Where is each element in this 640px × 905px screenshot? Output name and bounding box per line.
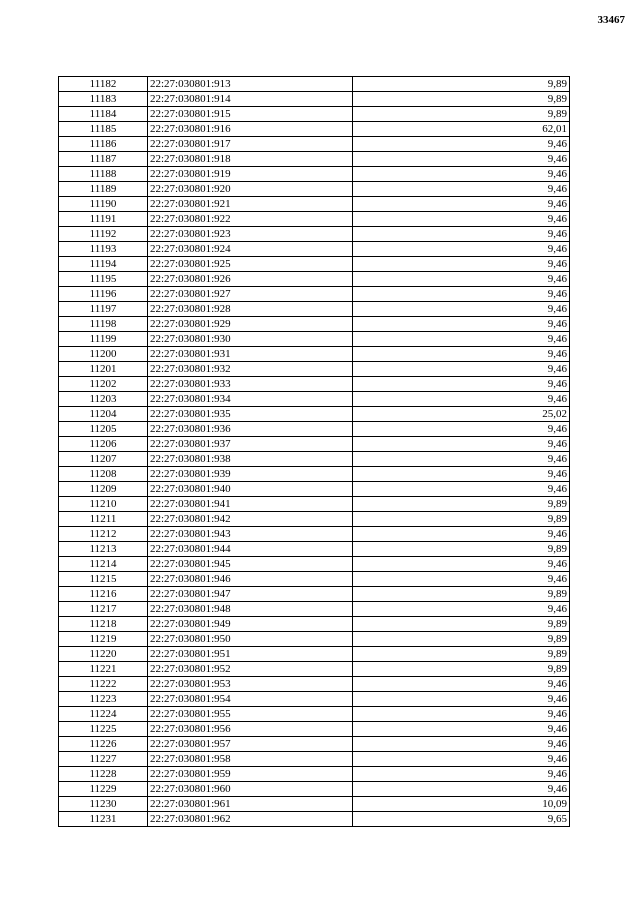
row-number-cell: 11225 (59, 722, 148, 737)
table-row (59, 722, 570, 737)
table-row (59, 737, 570, 752)
table-row (59, 272, 570, 287)
cadastral-number-cell: 22:27:030801:939 (148, 467, 353, 482)
cadastral-number-cell: 22:27:030801:950 (148, 632, 353, 647)
table-row (59, 137, 570, 152)
table-row (59, 452, 570, 467)
cadastral-number-cell: 22:27:030801:933 (148, 377, 353, 392)
area-cell: 9,46 (353, 422, 570, 437)
cadastral-number-cell: 22:27:030801:930 (148, 332, 353, 347)
area-cell: 9,89 (353, 512, 570, 527)
area-cell: 9,65 (353, 812, 570, 827)
cadastral-number-cell: 22:27:030801:941 (148, 497, 353, 512)
area-cell: 9,89 (353, 662, 570, 677)
area-cell: 9,46 (353, 782, 570, 797)
table-row (59, 242, 570, 257)
cadastral-number-cell: 22:27:030801:931 (148, 347, 353, 362)
cadastral-number-cell: 22:27:030801:913 (148, 77, 353, 92)
area-cell: 9,46 (353, 167, 570, 182)
area-cell: 9,46 (353, 242, 570, 257)
cadastral-number-cell: 22:27:030801:917 (148, 137, 353, 152)
area-cell: 9,46 (353, 602, 570, 617)
table-row (59, 302, 570, 317)
row-number-cell: 11218 (59, 617, 148, 632)
area-cell: 9,46 (353, 392, 570, 407)
table-row (59, 347, 570, 362)
row-number-cell: 11208 (59, 467, 148, 482)
cadastral-number-cell: 22:27:030801:938 (148, 452, 353, 467)
table-row (59, 392, 570, 407)
row-number-cell: 11195 (59, 272, 148, 287)
area-cell: 9,46 (353, 257, 570, 272)
table-row (59, 317, 570, 332)
table-row (59, 587, 570, 602)
table-row (59, 527, 570, 542)
table-row (59, 197, 570, 212)
registry-table-body (59, 77, 570, 827)
area-cell: 9,46 (353, 197, 570, 212)
row-number-cell: 11202 (59, 377, 148, 392)
cadastral-number-cell: 22:27:030801:916 (148, 122, 353, 137)
area-cell: 9,46 (353, 317, 570, 332)
area-cell: 62,01 (353, 122, 570, 137)
area-cell: 9,46 (353, 287, 570, 302)
cadastral-number-cell: 22:27:030801:943 (148, 527, 353, 542)
row-number-cell: 11196 (59, 287, 148, 302)
cadastral-number-cell: 22:27:030801:942 (148, 512, 353, 527)
row-number-cell: 11200 (59, 347, 148, 362)
row-number-cell: 11227 (59, 752, 148, 767)
area-cell: 9,46 (353, 152, 570, 167)
row-number-cell: 11184 (59, 107, 148, 122)
registry-table (58, 76, 570, 827)
cadastral-number-cell: 22:27:030801:927 (148, 287, 353, 302)
table-row (59, 287, 570, 302)
cadastral-number-cell: 22:27:030801:936 (148, 422, 353, 437)
cadastral-number-cell: 22:27:030801:937 (148, 437, 353, 452)
area-cell: 9,46 (353, 692, 570, 707)
area-cell: 9,46 (353, 572, 570, 587)
cadastral-number-cell: 22:27:030801:959 (148, 767, 353, 782)
table-row (59, 332, 570, 347)
table-row (59, 797, 570, 812)
cadastral-number-cell: 22:27:030801:929 (148, 317, 353, 332)
area-cell: 9,89 (353, 647, 570, 662)
row-number-cell: 11186 (59, 137, 148, 152)
row-number-cell: 11211 (59, 512, 148, 527)
row-number-cell: 11210 (59, 497, 148, 512)
table-row (59, 632, 570, 647)
row-number-cell: 11198 (59, 317, 148, 332)
area-cell: 9,46 (353, 227, 570, 242)
area-cell: 9,46 (353, 377, 570, 392)
cadastral-number-cell: 22:27:030801:914 (148, 92, 353, 107)
cadastral-number-cell: 22:27:030801:949 (148, 617, 353, 632)
table-row (59, 707, 570, 722)
table-row (59, 227, 570, 242)
row-number-cell: 11223 (59, 692, 148, 707)
row-number-cell: 11215 (59, 572, 148, 587)
area-cell: 9,46 (353, 467, 570, 482)
row-number-cell: 11217 (59, 602, 148, 617)
table-row (59, 692, 570, 707)
cadastral-number-cell: 22:27:030801:934 (148, 392, 353, 407)
table-row (59, 662, 570, 677)
area-cell: 9,46 (353, 362, 570, 377)
row-number-cell: 11197 (59, 302, 148, 317)
table-row (59, 212, 570, 227)
cadastral-number-cell: 22:27:030801:948 (148, 602, 353, 617)
cadastral-number-cell: 22:27:030801:946 (148, 572, 353, 587)
table-row (59, 257, 570, 272)
cadastral-number-cell: 22:27:030801:961 (148, 797, 353, 812)
area-cell: 9,46 (353, 677, 570, 692)
area-cell: 9,46 (353, 707, 570, 722)
row-number-cell: 11220 (59, 647, 148, 662)
row-number-cell: 11224 (59, 707, 148, 722)
area-cell: 9,46 (353, 182, 570, 197)
area-cell: 9,89 (353, 542, 570, 557)
area-cell: 9,89 (353, 497, 570, 512)
table-row (59, 422, 570, 437)
table-row (59, 677, 570, 692)
area-cell: 9,46 (353, 347, 570, 362)
area-cell: 10,09 (353, 797, 570, 812)
table-row (59, 437, 570, 452)
cadastral-number-cell: 22:27:030801:935 (148, 407, 353, 422)
cadastral-number-cell: 22:27:030801:956 (148, 722, 353, 737)
cadastral-number-cell: 22:27:030801:922 (148, 212, 353, 227)
area-cell: 9,89 (353, 92, 570, 107)
cadastral-number-cell: 22:27:030801:932 (148, 362, 353, 377)
cadastral-number-cell: 22:27:030801:915 (148, 107, 353, 122)
area-cell: 9,89 (353, 617, 570, 632)
table-row (59, 512, 570, 527)
row-number-cell: 11219 (59, 632, 148, 647)
cadastral-number-cell: 22:27:030801:962 (148, 812, 353, 827)
area-cell: 25,02 (353, 407, 570, 422)
area-cell: 9,46 (353, 137, 570, 152)
row-number-cell: 11209 (59, 482, 148, 497)
table-row (59, 467, 570, 482)
area-cell: 9,46 (353, 452, 570, 467)
row-number-cell: 11216 (59, 587, 148, 602)
cadastral-number-cell: 22:27:030801:925 (148, 257, 353, 272)
cadastral-number-cell: 22:27:030801:918 (148, 152, 353, 167)
row-number-cell: 11201 (59, 362, 148, 377)
row-number-cell: 11204 (59, 407, 148, 422)
table-row (59, 182, 570, 197)
row-number-cell: 11188 (59, 167, 148, 182)
cadastral-number-cell: 22:27:030801:926 (148, 272, 353, 287)
row-number-cell: 11228 (59, 767, 148, 782)
area-cell: 9,46 (353, 332, 570, 347)
area-cell: 9,89 (353, 107, 570, 122)
row-number-cell: 11182 (59, 77, 148, 92)
table-row (59, 602, 570, 617)
row-number-cell: 11222 (59, 677, 148, 692)
area-cell: 9,46 (353, 527, 570, 542)
table-row (59, 152, 570, 167)
row-number-cell: 11199 (59, 332, 148, 347)
area-cell: 9,46 (353, 737, 570, 752)
row-number-cell: 11191 (59, 212, 148, 227)
cadastral-number-cell: 22:27:030801:952 (148, 662, 353, 677)
row-number-cell: 11193 (59, 242, 148, 257)
row-number-cell: 11192 (59, 227, 148, 242)
cadastral-number-cell: 22:27:030801:928 (148, 302, 353, 317)
row-number-cell: 11206 (59, 437, 148, 452)
area-cell: 9,46 (353, 752, 570, 767)
cadastral-number-cell: 22:27:030801:944 (148, 542, 353, 557)
area-cell: 9,46 (353, 272, 570, 287)
table-row (59, 377, 570, 392)
area-cell: 9,46 (353, 302, 570, 317)
row-number-cell: 11187 (59, 152, 148, 167)
cadastral-number-cell: 22:27:030801:953 (148, 677, 353, 692)
row-number-cell: 11194 (59, 257, 148, 272)
cadastral-number-cell: 22:27:030801:955 (148, 707, 353, 722)
area-cell: 9,46 (353, 767, 570, 782)
table-row (59, 812, 570, 827)
table-row (59, 482, 570, 497)
row-number-cell: 11185 (59, 122, 148, 137)
area-cell: 9,89 (353, 632, 570, 647)
cadastral-number-cell: 22:27:030801:921 (148, 197, 353, 212)
area-cell: 9,46 (353, 212, 570, 227)
page-number: 33467 (597, 14, 625, 26)
table-row (59, 767, 570, 782)
table-row (59, 752, 570, 767)
cadastral-number-cell: 22:27:030801:919 (148, 167, 353, 182)
table-row (59, 407, 570, 422)
table-row (59, 557, 570, 572)
row-number-cell: 11226 (59, 737, 148, 752)
area-cell: 9,89 (353, 587, 570, 602)
cadastral-number-cell: 22:27:030801:947 (148, 587, 353, 602)
cadastral-number-cell: 22:27:030801:945 (148, 557, 353, 572)
cadastral-number-cell: 22:27:030801:958 (148, 752, 353, 767)
table-row (59, 77, 570, 92)
area-cell: 9,46 (353, 482, 570, 497)
row-number-cell: 11221 (59, 662, 148, 677)
cadastral-number-cell: 22:27:030801:924 (148, 242, 353, 257)
area-cell: 9,46 (353, 437, 570, 452)
row-number-cell: 11203 (59, 392, 148, 407)
cadastral-number-cell: 22:27:030801:920 (148, 182, 353, 197)
cadastral-number-cell: 22:27:030801:951 (148, 647, 353, 662)
area-cell: 9,46 (353, 557, 570, 572)
table-row (59, 572, 570, 587)
table-row (59, 92, 570, 107)
cadastral-number-cell: 22:27:030801:954 (148, 692, 353, 707)
row-number-cell: 11207 (59, 452, 148, 467)
row-number-cell: 11212 (59, 527, 148, 542)
cadastral-number-cell: 22:27:030801:957 (148, 737, 353, 752)
table-row (59, 542, 570, 557)
table-row (59, 497, 570, 512)
table-row (59, 122, 570, 137)
cadastral-number-cell: 22:27:030801:960 (148, 782, 353, 797)
row-number-cell: 11213 (59, 542, 148, 557)
row-number-cell: 11229 (59, 782, 148, 797)
cadastral-number-cell: 22:27:030801:923 (148, 227, 353, 242)
area-cell: 9,46 (353, 722, 570, 737)
row-number-cell: 11205 (59, 422, 148, 437)
cadastral-number-cell: 22:27:030801:940 (148, 482, 353, 497)
table-row (59, 647, 570, 662)
table-row (59, 107, 570, 122)
row-number-cell: 11190 (59, 197, 148, 212)
area-cell: 9,89 (353, 77, 570, 92)
row-number-cell: 11214 (59, 557, 148, 572)
table-row (59, 362, 570, 377)
row-number-cell: 11189 (59, 182, 148, 197)
table-row (59, 782, 570, 797)
table-row (59, 167, 570, 182)
row-number-cell: 11183 (59, 92, 148, 107)
row-number-cell: 11231 (59, 812, 148, 827)
row-number-cell: 11230 (59, 797, 148, 812)
table-row (59, 617, 570, 632)
